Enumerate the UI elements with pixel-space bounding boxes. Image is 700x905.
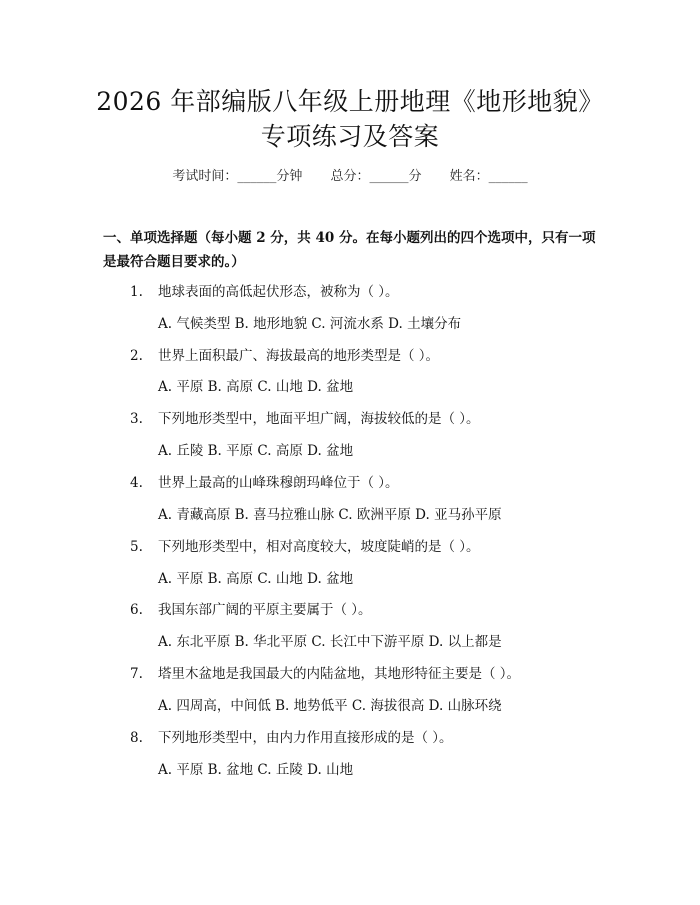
question-item	[130, 728, 453, 748]
question-text: 我国东部广阔的平原主要属于（ ）。	[158, 602, 372, 618]
question-item	[130, 664, 520, 684]
question-options: A. 平原 B. 高原 C. 山地 D. 盆地	[158, 379, 354, 395]
question-text: 下列地形类型中，相对高度较大，坡度陡峭的是（ ）。	[158, 539, 480, 555]
question-options: A. 四周高，中间低 B. 地势低平 C. 海拔很高 D. 山脉环绕	[158, 698, 502, 714]
question-text: 下列地形类型中，地面平坦广阔，海拔较低的是（ ）。	[158, 411, 480, 427]
question-options: A. 青藏高原 B. 喜马拉雅山脉 C. 欧洲平原 D. 亚马孙平原	[158, 507, 502, 523]
question-text: 世界上面积最广、海拔最高的地形类型是（ ）。	[158, 348, 440, 364]
question-options: A. 气候类型 B. 地形地貌 C. 河流水系 D. 土壤分布	[158, 316, 462, 332]
question-number: 1.	[130, 284, 143, 300]
question-item	[130, 282, 399, 302]
question-number: 5.	[130, 539, 143, 555]
question-number: 2.	[130, 348, 143, 364]
student-name-field: 姓名：______	[449, 169, 528, 184]
question-text: 世界上最高的山峰珠穆朗玛峰位于（ ）。	[158, 475, 399, 491]
question-text: 下列地形类型中，由内力作用直接形成的是（ ）。	[158, 730, 453, 746]
question-number: 3.	[130, 411, 143, 427]
question-item	[130, 409, 480, 429]
question-number: 4.	[130, 475, 143, 491]
section-heading-single-choice: 一、单项选择题（每小题 2 分，共 40 分。在每小题列出的四个选项中，只有一项是最符合题目要求的。）	[103, 230, 596, 270]
question-options: A. 平原 B. 高原 C. 山地 D. 盆地	[158, 571, 354, 587]
question-text: 塔里木盆地是我国最大的内陆盆地，其地形特征主要是（ ）。	[158, 666, 521, 682]
question-number: 8.	[130, 730, 143, 746]
question-options: A. 平原 B. 盆地 C. 丘陵 D. 山地	[158, 762, 354, 778]
question-text: 地球表面的高低起伏形态，被称为（ ）。	[158, 284, 399, 300]
exam-info-row	[0, 167, 700, 187]
question-item	[130, 473, 399, 493]
question-item	[130, 537, 480, 557]
question-options: A. 东北平原 B. 华北平原 C. 长江中下游平原 D. 以上都是	[158, 634, 502, 650]
page-title-line2: 专项练习及答案	[260, 122, 440, 151]
question-item	[130, 346, 439, 366]
question-item	[130, 600, 372, 620]
question-number: 6.	[130, 602, 143, 618]
question-number: 7.	[130, 666, 143, 682]
question-options: A. 丘陵 B. 平原 C. 高原 D. 盆地	[158, 443, 354, 459]
page-title-line1: 2026 年部编版八年级上册地理《地形地貌》	[96, 87, 604, 116]
exam-time-field: 考试时间：______分钟	[172, 169, 303, 184]
total-score-field: 总分：______分	[330, 169, 422, 184]
